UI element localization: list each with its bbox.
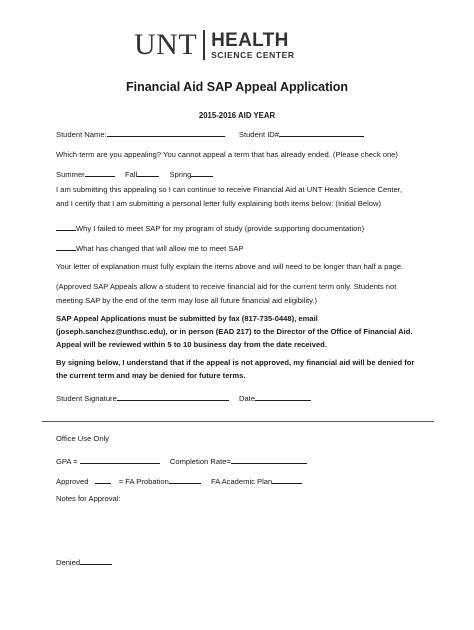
- signing-statement-line-2: the current term and may be denied for future terms.: [56, 371, 246, 380]
- term-options-row: [56, 168, 213, 180]
- student-signature-label: Student Signature: [56, 394, 117, 403]
- denied-row: [56, 556, 112, 568]
- fa-academic-plan-label: FA Academic Plan: [211, 477, 273, 486]
- signing-statement-line-1: By signing below, I understand that if the appeal is not approved, my financial aid will be denied for: [56, 358, 415, 367]
- term-summer-checkbox[interactable]: [85, 168, 115, 177]
- form-title: Financial Aid SAP Appeal Application: [125, 80, 349, 94]
- submission-statement-line-1: I am submitting this appealing so I can continue to receive Financial Aid at UNT Health Science Center,: [56, 185, 402, 194]
- term-spring-checkbox[interactable]: [191, 168, 213, 177]
- term-fall-checkbox[interactable]: [137, 168, 159, 177]
- item-what-changed-row: [56, 242, 244, 254]
- signature-row: [56, 392, 311, 404]
- gpa-row: [56, 455, 307, 467]
- approved-label: Approved: [56, 477, 89, 486]
- approved-field[interactable]: [95, 475, 111, 484]
- gpa-label: GPA =: [56, 457, 78, 466]
- item-why-failed-initial-field[interactable]: [56, 222, 76, 231]
- approved-note-line-1: (Approved SAP Appeals allow a student to receive financial aid for the current term only. Students not: [56, 282, 397, 291]
- aid-year: 2015-2016 AID YEAR: [198, 111, 276, 120]
- unt-health-science-center-logo: [134, 28, 295, 62]
- student-id-label: Student ID#: [238, 130, 280, 139]
- date-field[interactable]: [255, 392, 311, 401]
- logo-science-center-text: SCIENCE CENTER: [211, 49, 295, 60]
- item-why-failed-text: Why I failed to meet SAP for my program of study (provide supporting documentation): [76, 224, 365, 233]
- student-id-field[interactable]: [279, 128, 364, 137]
- submission-instructions-line-1: SAP Appeal Applications must be submitted by fax (817-735-0448), email: [56, 314, 318, 323]
- item-what-changed-initial-field[interactable]: [56, 242, 76, 251]
- term-fall-label: Fall: [124, 170, 138, 179]
- logo-divider: [203, 30, 205, 60]
- student-info-row: [56, 128, 364, 140]
- submission-instructions-line-3: Appeal will be reviewed within 5 to 10 business day from the date received.: [56, 340, 327, 349]
- item-why-failed-row: [56, 222, 364, 234]
- student-name-label: Student Name:: [56, 130, 107, 139]
- notes-for-approval-label: Notes for Approval:: [56, 494, 121, 503]
- denied-label: Denied: [56, 558, 81, 567]
- logo-health-text: HEALTH: [211, 29, 289, 51]
- student-name-field[interactable]: [107, 128, 225, 137]
- completion-rate-field[interactable]: [231, 455, 307, 464]
- completion-rate-label: Completion Rate=: [169, 457, 231, 466]
- submission-statement-line-2: and I certify that I am submitting a personal letter fully explaining both items below: (Initial Below): [56, 199, 381, 208]
- fa-academic-plan-field[interactable]: [272, 475, 302, 484]
- denied-field[interactable]: [80, 556, 112, 565]
- logo-unt-text: UNT: [134, 28, 198, 61]
- fa-probation-label: = FA Probation: [118, 477, 169, 486]
- office-use-only-heading: Office Use Only: [56, 434, 110, 443]
- date-label: Date: [239, 394, 256, 403]
- term-spring-label: Spring: [169, 170, 192, 179]
- term-question: Which term are you appealing? You cannot appeal a term that has already ended. (Please check one): [56, 150, 398, 159]
- submission-instructions-line-2: (joseph.sanchez@unthsc.edu), or in person (EAD 217) to the Director of the Office of Financial Aid.: [56, 327, 413, 336]
- term-summer-label: Summer: [56, 170, 85, 179]
- item-what-changed-text: What has changed that will allow me to meet SAP: [76, 244, 244, 253]
- student-signature-field[interactable]: [117, 392, 229, 401]
- office-use-divider: [42, 421, 434, 422]
- approval-row: [56, 475, 302, 487]
- fa-probation-field[interactable]: [169, 475, 201, 484]
- approved-note-line-2: meeting SAP by the end of the term may lose all future financial aid eligibility.): [56, 296, 317, 305]
- gpa-field[interactable]: [80, 455, 160, 464]
- letter-requirement: Your letter of explanation must fully explain the items above and will need to be longer than half a page.: [56, 262, 404, 271]
